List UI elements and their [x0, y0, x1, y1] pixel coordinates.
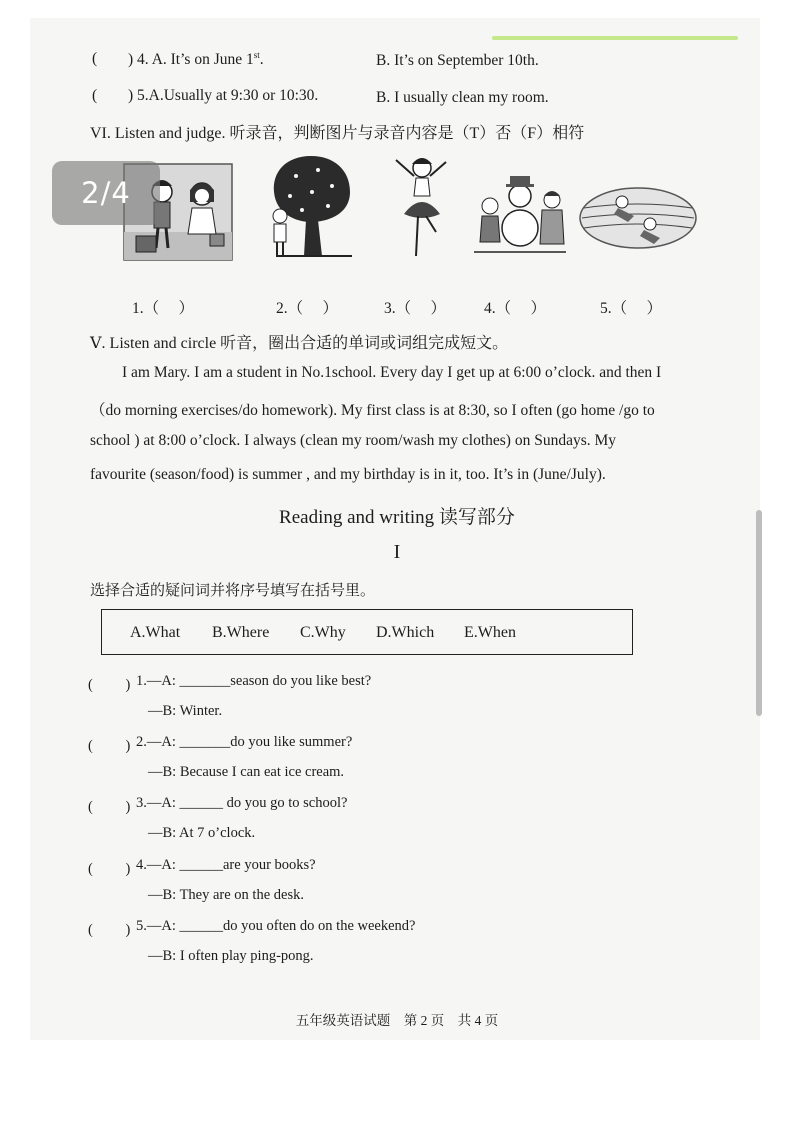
dancing-girl-icon [392, 152, 452, 264]
q4-option-b: B. It’s on September 10th. [376, 52, 539, 69]
passage-line-2: （do morning exercises/do homework). My first class is at 8:30, so I often (go home /go to [90, 402, 655, 419]
q4-paren: ( [92, 50, 98, 67]
reading-writing-title: Reading and writing 读写部分 [279, 507, 515, 528]
q5-answer: —B: I often play ping-pong. [148, 948, 314, 964]
q3-answer: —B: At 7 o’clock. [148, 825, 256, 841]
q5-paren[interactable]: ( ) [88, 922, 131, 938]
passage-line-3: school ) at 8:00 o’clock. I always (clean my room/wash my clothes) on Sundays. My [90, 432, 617, 449]
passage-line-1: I am Mary. I am a student in No.1school. Every day I get up at 6:00 o’clock. and then I [122, 364, 662, 381]
q1-answer: —B: Winter. [148, 703, 223, 719]
choice-a: A.What [130, 624, 181, 641]
q4-question: 4.—A: ______are your books? [136, 857, 316, 873]
choices-box [101, 609, 633, 655]
judge-item-5[interactable]: 5.（ ） [600, 300, 663, 317]
passage-line-4: favourite (season/food) is summer , and my birthday is in it, too. It’s in (June/July). [90, 466, 606, 483]
q5-paren: ( [92, 87, 98, 104]
judge-item-2[interactable]: 2.（ ） [276, 300, 339, 317]
q1-question: 1.—A: _______season do you like best? [136, 673, 372, 689]
judge-item-4[interactable]: 4.（ ） [484, 300, 547, 317]
q2-question: 2.—A: _______do you like summer? [136, 734, 353, 750]
top-highlight-strip [492, 36, 738, 40]
q2-paren[interactable]: ( ) [88, 738, 131, 754]
q5-option-b: B. I usually clean my room. [376, 89, 549, 106]
judge-item-3[interactable]: 3.（ ） [384, 300, 447, 317]
page-indicator-badge: 2/4 [52, 161, 160, 225]
section-v-title: Ⅴ. Listen and circle 听音，圈出合适的单词或词组完成短文。 [90, 335, 509, 352]
q3-question: 3.—A: ______ do you go to school? [136, 795, 348, 811]
instruction: 选择合适的疑问词并将序号填写在括号里。 [90, 583, 376, 599]
q2-answer: —B: Because I can eat ice cream. [148, 764, 345, 780]
tree-boy-icon [266, 152, 356, 264]
section-vi-title: VI. Listen and judge. 听录音，判断图片与录音内容是（T）否（F）相符 [90, 125, 585, 142]
q4-option-a: ) 4. A. It’s on June 1st. [128, 50, 264, 69]
q4-answer: —B: They are on the desk. [148, 887, 304, 903]
q5-option-a: ) 5.A.Usually at 9:30 or 10:30. [128, 87, 319, 104]
part-number: I [393, 541, 401, 563]
swimming-kids-icon [578, 152, 698, 264]
choice-b: B.Where [212, 624, 270, 641]
judge-item-1[interactable]: 1.（ ） [132, 300, 195, 317]
q4-paren[interactable]: ( ) [88, 861, 131, 877]
choice-c: C.Why [300, 624, 346, 641]
choice-e: E.When [464, 624, 516, 641]
q3-paren[interactable]: ( ) [88, 799, 131, 815]
page-footer: 五年级英语试题 第 2 页 共 4 页 [295, 1013, 499, 1028]
choice-d: D.Which [376, 624, 435, 641]
snowman-kids-icon [470, 152, 570, 264]
q5-question: 5.—A: ______do you often do on the weekend? [136, 918, 416, 934]
q1-paren[interactable]: ( ) [88, 677, 131, 693]
